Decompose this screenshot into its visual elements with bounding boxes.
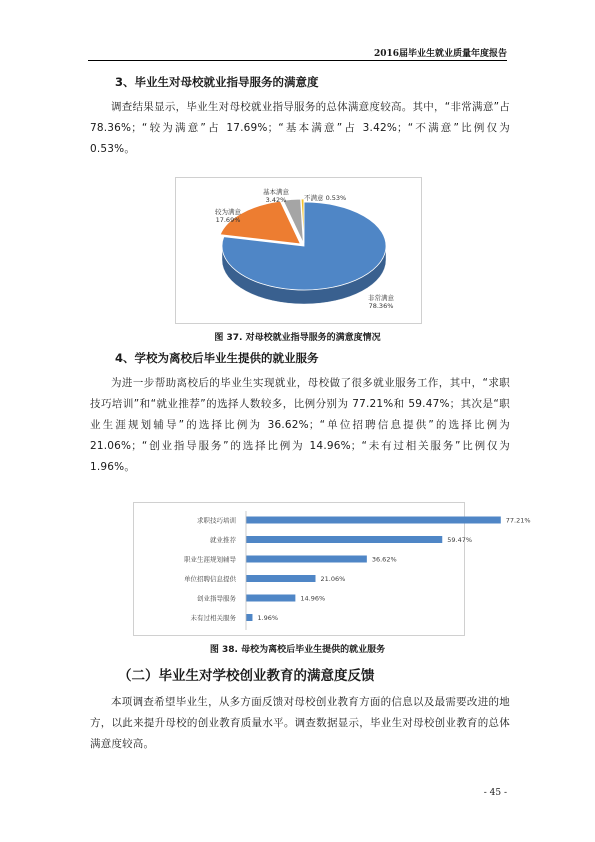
bar-value-label: 14.96% [300,594,326,603]
figure38-caption: 图 38. 母校为离校后毕业生提供的就业服务 [209,645,386,655]
bar-value-label: 59.47% [447,536,473,544]
section4-heading: 4、学校为离校后毕业生提供的就业服务 [115,351,319,365]
bar-category-label: 求职技巧培训 [197,516,236,525]
pie-category-label: 非常满意 [368,294,394,302]
bar-chart-svg [134,503,531,635]
bar-value-label: 36.62% [371,555,397,564]
bar-category-label: 职业生涯规划辅导 [184,555,236,564]
bar [246,614,252,621]
services-bar-chart [133,502,531,636]
bar [246,575,315,582]
pie-category-label: 基本满意 [263,188,289,196]
header-divider [88,60,507,61]
report-header-title: 2016届毕业生就业质量年度报告 [373,49,507,59]
section3-paragraph: 调查结果显示，毕业生对母校就业指导服务的总体满意度较高。其中，“非常满意”占 78.36%；“较为满意”占 17.69%；“基本满意”占 3.42%；“不满意”比例仅为 0.53%。 [90,101,510,155]
pie-value-label: 3.42% [265,196,287,204]
section4-paragraph: 为进一步帮助离校后的毕业生实现就业，母校做了很多就业服务工作，其中，“求职技巧培训”和“就业推荐”的选择人数较多，比例分别为 77.21%和 59.47%；其次是“职业生涯规划辅导”的选择比例为 36.62%；“单位招聘信息提供”的选择比例为 21.06%；“创业指导服务”的选择比例为 14.96%；“未有过相关服务”比例仅为 1.96%。 [90,377,510,473]
pie-category-label: 较为满意 [215,208,241,216]
bar-category-label: 单位招聘信息提供 [184,575,236,583]
bar-value-label: 1.96% [257,614,279,622]
pie-label: 不满意 0.53% [304,194,347,202]
pie-value-label: 78.36% [368,302,394,310]
bar [246,536,442,543]
bar-category-label: 创业指导服务 [197,594,236,603]
bar [246,556,367,563]
section3-heading: 3、毕业生对母校就业指导服务的满意度 [115,75,319,89]
pie-chart-svg [176,178,421,323]
bar [246,595,295,602]
bar-category-label: 未有过相关服务 [190,614,236,622]
bar-value-label: 77.21% [505,516,531,525]
bar [246,517,501,524]
bar-value-label: 21.06% [320,575,346,583]
pie-value-label: 17.69% [215,216,241,224]
figure37-caption: 图 37. 对母校就业指导服务的满意度情况 [214,333,381,343]
satisfaction-pie-chart [175,177,422,324]
page-number: - 45 - [483,788,507,798]
section-b-heading: （二）毕业生对学校创业教育的满意度反馈 [118,668,375,684]
bar-category-label: 就业推荐 [210,536,236,544]
section-b-paragraph: 本项调查希望毕业生，从多方面反馈对母校创业教育方面的信息以及最需要改进的地方，以此来提升母校的创业教育质量水平。调查数据显示，毕业生对母校创业教育的总体满意度较高。 [90,696,510,750]
